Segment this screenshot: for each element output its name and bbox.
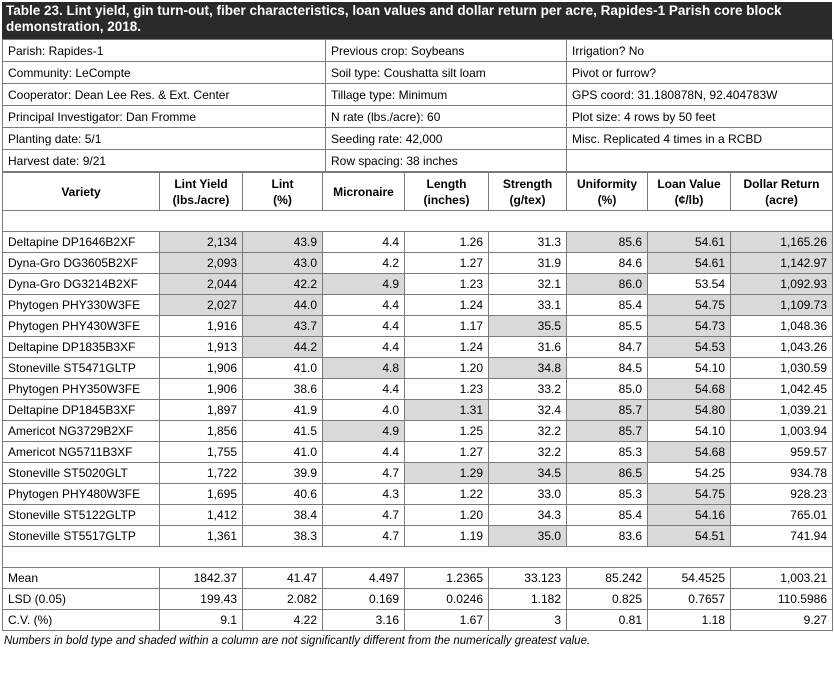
table-row <box>3 379 833 400</box>
value-cell: 54.10 <box>648 421 731 442</box>
info-cell: Planting date: 5/1 <box>3 128 326 150</box>
value-cell: 85.7 <box>567 400 648 421</box>
value-cell: 1.20 <box>405 505 489 526</box>
value-cell: 4.4 <box>323 379 405 400</box>
value-cell: 85.3 <box>567 484 648 505</box>
variety-cell: Deltapine DP1835B3XF <box>3 337 160 358</box>
value-cell: 32.2 <box>489 442 567 463</box>
value-cell: 1,695 <box>160 484 243 505</box>
table-row <box>3 232 833 253</box>
header-line: Lint <box>271 176 294 191</box>
value-cell: 4.9 <box>323 274 405 295</box>
value-cell: 4.9 <box>323 421 405 442</box>
variety-cell: Stoneville ST5471GLTP <box>3 358 160 379</box>
value-cell: 1,039.21 <box>731 400 833 421</box>
stat-row <box>3 589 833 610</box>
variety-cell: Stoneville ST5020GLT <box>3 463 160 484</box>
column-header <box>648 173 731 211</box>
stat-value: 0.7657 <box>648 589 731 610</box>
value-cell: 928.23 <box>731 484 833 505</box>
column-header <box>489 173 567 211</box>
column-header <box>731 173 833 211</box>
stat-value: 110.5986 <box>731 589 833 610</box>
info-cell: Previous crop: Soybeans <box>326 40 567 62</box>
value-cell: 85.6 <box>567 232 648 253</box>
value-cell: 84.7 <box>567 337 648 358</box>
value-cell: 34.3 <box>489 505 567 526</box>
value-cell: 53.54 <box>648 274 731 295</box>
info-cell: Parish: Rapides-1 <box>3 40 326 62</box>
stat-label: C.V. (%) <box>3 610 160 631</box>
value-cell: 54.25 <box>648 463 731 484</box>
value-cell: 1,906 <box>160 379 243 400</box>
value-cell: 33.2 <box>489 379 567 400</box>
value-cell: 1.27 <box>405 253 489 274</box>
header-line: Loan Value <box>657 176 721 191</box>
value-cell: 54.75 <box>648 484 731 505</box>
value-cell: 1.24 <box>405 337 489 358</box>
stat-value: 1,003.21 <box>731 568 833 589</box>
value-cell: 1.27 <box>405 442 489 463</box>
spacer-row <box>3 547 833 568</box>
info-cell: Seeding rate: 42,000 <box>326 128 567 150</box>
stat-value: 1.2365 <box>405 568 489 589</box>
column-header <box>3 173 160 211</box>
value-cell: 54.73 <box>648 316 731 337</box>
value-cell: 54.68 <box>648 442 731 463</box>
info-cell: Tillage type: Minimum <box>326 84 567 106</box>
value-cell: 41.0 <box>243 442 323 463</box>
value-cell: 31.9 <box>489 253 567 274</box>
value-cell: 85.3 <box>567 442 648 463</box>
table-row <box>3 316 833 337</box>
value-cell: 85.0 <box>567 379 648 400</box>
value-cell: 54.10 <box>648 358 731 379</box>
info-cell: Harvest date: 9/21 <box>3 150 326 172</box>
report-table-container <box>2 2 832 651</box>
stat-label: Mean <box>3 568 160 589</box>
stat-value: 85.242 <box>567 568 648 589</box>
value-cell: 4.7 <box>323 463 405 484</box>
value-cell: 85.7 <box>567 421 648 442</box>
stat-value: 9.27 <box>731 610 833 631</box>
info-table <box>2 39 833 172</box>
value-cell: 54.61 <box>648 253 731 274</box>
variety-cell: Americot NG5711B3XF <box>3 442 160 463</box>
value-cell: 4.3 <box>323 484 405 505</box>
value-cell: 34.5 <box>489 463 567 484</box>
value-cell: 1.17 <box>405 316 489 337</box>
table-row <box>3 400 833 421</box>
table-row <box>3 295 833 316</box>
footnote: Numbers in bold type and shaded within a column are not significantly different from the numerically greatest value. <box>4 635 591 647</box>
column-header <box>323 173 405 211</box>
table-row <box>3 442 833 463</box>
value-cell: 1.26 <box>405 232 489 253</box>
value-cell: 1,003.94 <box>731 421 833 442</box>
value-cell: 35.0 <box>489 526 567 547</box>
value-cell: 1,165.26 <box>731 232 833 253</box>
stat-value: 4.497 <box>323 568 405 589</box>
value-cell: 1,916 <box>160 316 243 337</box>
value-cell: 42.2 <box>243 274 323 295</box>
variety-cell: Deltapine DP1845B3XF <box>3 400 160 421</box>
info-cell: Principal Investigator: Dan Fromme <box>3 106 326 128</box>
stat-value: 2.082 <box>243 589 323 610</box>
value-cell: 84.6 <box>567 253 648 274</box>
stat-value: 3.16 <box>323 610 405 631</box>
value-cell: 1,856 <box>160 421 243 442</box>
value-cell: 1,092.93 <box>731 274 833 295</box>
data-table <box>2 172 833 631</box>
header-row <box>3 173 833 211</box>
column-header <box>160 173 243 211</box>
header-line: Variety <box>61 184 101 199</box>
info-row <box>3 128 833 150</box>
value-cell: 2,027 <box>160 295 243 316</box>
value-cell: 1,030.59 <box>731 358 833 379</box>
value-cell: 1,722 <box>160 463 243 484</box>
header-unit: (acre) <box>765 192 798 207</box>
value-cell: 2,093 <box>160 253 243 274</box>
value-cell: 765.01 <box>731 505 833 526</box>
value-cell: 86.0 <box>567 274 648 295</box>
value-cell: 33.1 <box>489 295 567 316</box>
header-unit: (inches) <box>423 192 470 207</box>
value-cell: 83.6 <box>567 526 648 547</box>
value-cell: 1,755 <box>160 442 243 463</box>
stat-value: 1.67 <box>405 610 489 631</box>
header-line: Length <box>426 176 467 191</box>
info-row <box>3 84 833 106</box>
value-cell: 54.53 <box>648 337 731 358</box>
value-cell: 4.4 <box>323 337 405 358</box>
stat-value: 54.4525 <box>648 568 731 589</box>
info-cell: Community: LeCompte <box>3 62 326 84</box>
header-unit: (lbs./acre) <box>172 192 230 207</box>
column-header <box>243 173 323 211</box>
stat-value: 0.81 <box>567 610 648 631</box>
value-cell: 1,142.97 <box>731 253 833 274</box>
table-row <box>3 505 833 526</box>
info-cell: N rate (lbs./acre): 60 <box>326 106 567 128</box>
stat-value: 0.825 <box>567 589 648 610</box>
variety-cell: Stoneville ST5122GLTP <box>3 505 160 526</box>
value-cell: 4.4 <box>323 316 405 337</box>
variety-cell: Dyna-Gro DG3214B2XF <box>3 274 160 295</box>
variety-cell: Stoneville ST5517GLTP <box>3 526 160 547</box>
stat-value: 4.22 <box>243 610 323 631</box>
value-cell: 35.5 <box>489 316 567 337</box>
stat-value: 0.0246 <box>405 589 489 610</box>
value-cell: 43.9 <box>243 232 323 253</box>
value-cell: 54.51 <box>648 526 731 547</box>
value-cell: 33.0 <box>489 484 567 505</box>
value-cell: 1.23 <box>405 274 489 295</box>
stat-value: 9.1 <box>160 610 243 631</box>
value-cell: 39.9 <box>243 463 323 484</box>
value-cell: 1,043.26 <box>731 337 833 358</box>
value-cell: 4.4 <box>323 442 405 463</box>
value-cell: 85.5 <box>567 316 648 337</box>
header-unit: (%) <box>597 192 617 207</box>
value-cell: 1.25 <box>405 421 489 442</box>
value-cell: 1.22 <box>405 484 489 505</box>
value-cell: 85.4 <box>567 505 648 526</box>
value-cell: 41.9 <box>243 400 323 421</box>
header-unit: (¢/lb) <box>674 192 704 207</box>
info-cell: Pivot or furrow? <box>567 62 833 84</box>
value-cell: 1,412 <box>160 505 243 526</box>
info-row <box>3 150 833 172</box>
value-cell: 1,906 <box>160 358 243 379</box>
spacer-row <box>3 211 833 232</box>
value-cell: 86.5 <box>567 463 648 484</box>
value-cell: 40.6 <box>243 484 323 505</box>
header-line: Uniformity <box>577 176 637 191</box>
table-row <box>3 421 833 442</box>
value-cell: 54.61 <box>648 232 731 253</box>
value-cell: 38.6 <box>243 379 323 400</box>
value-cell: 2,134 <box>160 232 243 253</box>
value-cell: 54.80 <box>648 400 731 421</box>
info-cell: Soil type: Coushatta silt loam <box>326 62 567 84</box>
value-cell: 43.7 <box>243 316 323 337</box>
info-cell: GPS coord: 31.180878N, 92.404783W <box>567 84 833 106</box>
value-cell: 4.4 <box>323 295 405 316</box>
value-cell: 32.4 <box>489 400 567 421</box>
header-line: Micronaire <box>333 184 394 199</box>
column-header <box>405 173 489 211</box>
info-cell: Cooperator: Dean Lee Res. & Ext. Center <box>3 84 326 106</box>
table-row <box>3 526 833 547</box>
value-cell: 41.5 <box>243 421 323 442</box>
value-cell: 4.7 <box>323 526 405 547</box>
value-cell: 34.8 <box>489 358 567 379</box>
table-row <box>3 337 833 358</box>
value-cell: 2,044 <box>160 274 243 295</box>
info-cell: Misc. Replicated 4 times in a RCBD <box>567 128 833 150</box>
value-cell: 1.24 <box>405 295 489 316</box>
stat-value: 199.43 <box>160 589 243 610</box>
variety-cell: Phytogen PHY330W3FE <box>3 295 160 316</box>
table-row <box>3 274 833 295</box>
info-cell <box>567 150 833 172</box>
value-cell: 1.19 <box>405 526 489 547</box>
value-cell: 54.68 <box>648 379 731 400</box>
value-cell: 31.6 <box>489 337 567 358</box>
stat-value: 1842.37 <box>160 568 243 589</box>
value-cell: 959.57 <box>731 442 833 463</box>
value-cell: 1.20 <box>405 358 489 379</box>
stat-row <box>3 610 833 631</box>
value-cell: 4.8 <box>323 358 405 379</box>
variety-cell: Phytogen PHY480W3FE <box>3 484 160 505</box>
value-cell: 1,897 <box>160 400 243 421</box>
value-cell: 44.2 <box>243 337 323 358</box>
stat-value: 1.182 <box>489 589 567 610</box>
stat-value: 0.169 <box>323 589 405 610</box>
stat-label: LSD (0.05) <box>3 589 160 610</box>
value-cell: 1.23 <box>405 379 489 400</box>
value-cell: 1.31 <box>405 400 489 421</box>
value-cell: 934.78 <box>731 463 833 484</box>
header-line: Lint Yield <box>174 176 228 191</box>
value-cell: 32.2 <box>489 421 567 442</box>
value-cell: 1,913 <box>160 337 243 358</box>
value-cell: 31.3 <box>489 232 567 253</box>
value-cell: 85.4 <box>567 295 648 316</box>
info-cell: Plot size: 4 rows by 50 feet <box>567 106 833 128</box>
stat-value: 41.47 <box>243 568 323 589</box>
header-unit: (g/tex) <box>509 192 546 207</box>
value-cell: 44.0 <box>243 295 323 316</box>
value-cell: 4.2 <box>323 253 405 274</box>
info-cell: Irrigation? No <box>567 40 833 62</box>
header-unit: (%) <box>273 192 292 207</box>
value-cell: 43.0 <box>243 253 323 274</box>
info-cell: Row spacing: 38 inches <box>326 150 567 172</box>
value-cell: 1,109.73 <box>731 295 833 316</box>
value-cell: 54.16 <box>648 505 731 526</box>
value-cell: 38.4 <box>243 505 323 526</box>
variety-cell: Phytogen PHY430W3FE <box>3 316 160 337</box>
value-cell: 741.94 <box>731 526 833 547</box>
header-line: Strength <box>502 176 553 191</box>
variety-cell: Americot NG3729B2XF <box>3 421 160 442</box>
table-row <box>3 463 833 484</box>
stat-value: 33.123 <box>489 568 567 589</box>
value-cell: 4.0 <box>323 400 405 421</box>
table-title: Table 23. Lint yield, gin turn-out, fiber characteristics, loan values and dollar return per acre, Rapides-1 Parish core block demonstration, 2018. <box>2 2 832 39</box>
header-line: Dollar Return <box>743 176 820 191</box>
info-row <box>3 106 833 128</box>
table-row <box>3 484 833 505</box>
variety-cell: Phytogen PHY350W3FE <box>3 379 160 400</box>
variety-cell: Dyna-Gro DG3605B2XF <box>3 253 160 274</box>
value-cell: 1,048.36 <box>731 316 833 337</box>
value-cell: 1,042.45 <box>731 379 833 400</box>
stat-value: 1.18 <box>648 610 731 631</box>
value-cell: 38.3 <box>243 526 323 547</box>
value-cell: 41.0 <box>243 358 323 379</box>
value-cell: 4.4 <box>323 232 405 253</box>
value-cell: 54.75 <box>648 295 731 316</box>
value-cell: 32.1 <box>489 274 567 295</box>
stat-value: 3 <box>489 610 567 631</box>
table-row <box>3 253 833 274</box>
value-cell: 84.5 <box>567 358 648 379</box>
stat-row <box>3 568 833 589</box>
value-cell: 4.7 <box>323 505 405 526</box>
column-header <box>567 173 648 211</box>
table-row <box>3 358 833 379</box>
value-cell: 1.29 <box>405 463 489 484</box>
info-row <box>3 40 833 62</box>
info-row <box>3 62 833 84</box>
variety-cell: Deltapine DP1646B2XF <box>3 232 160 253</box>
value-cell: 1,361 <box>160 526 243 547</box>
